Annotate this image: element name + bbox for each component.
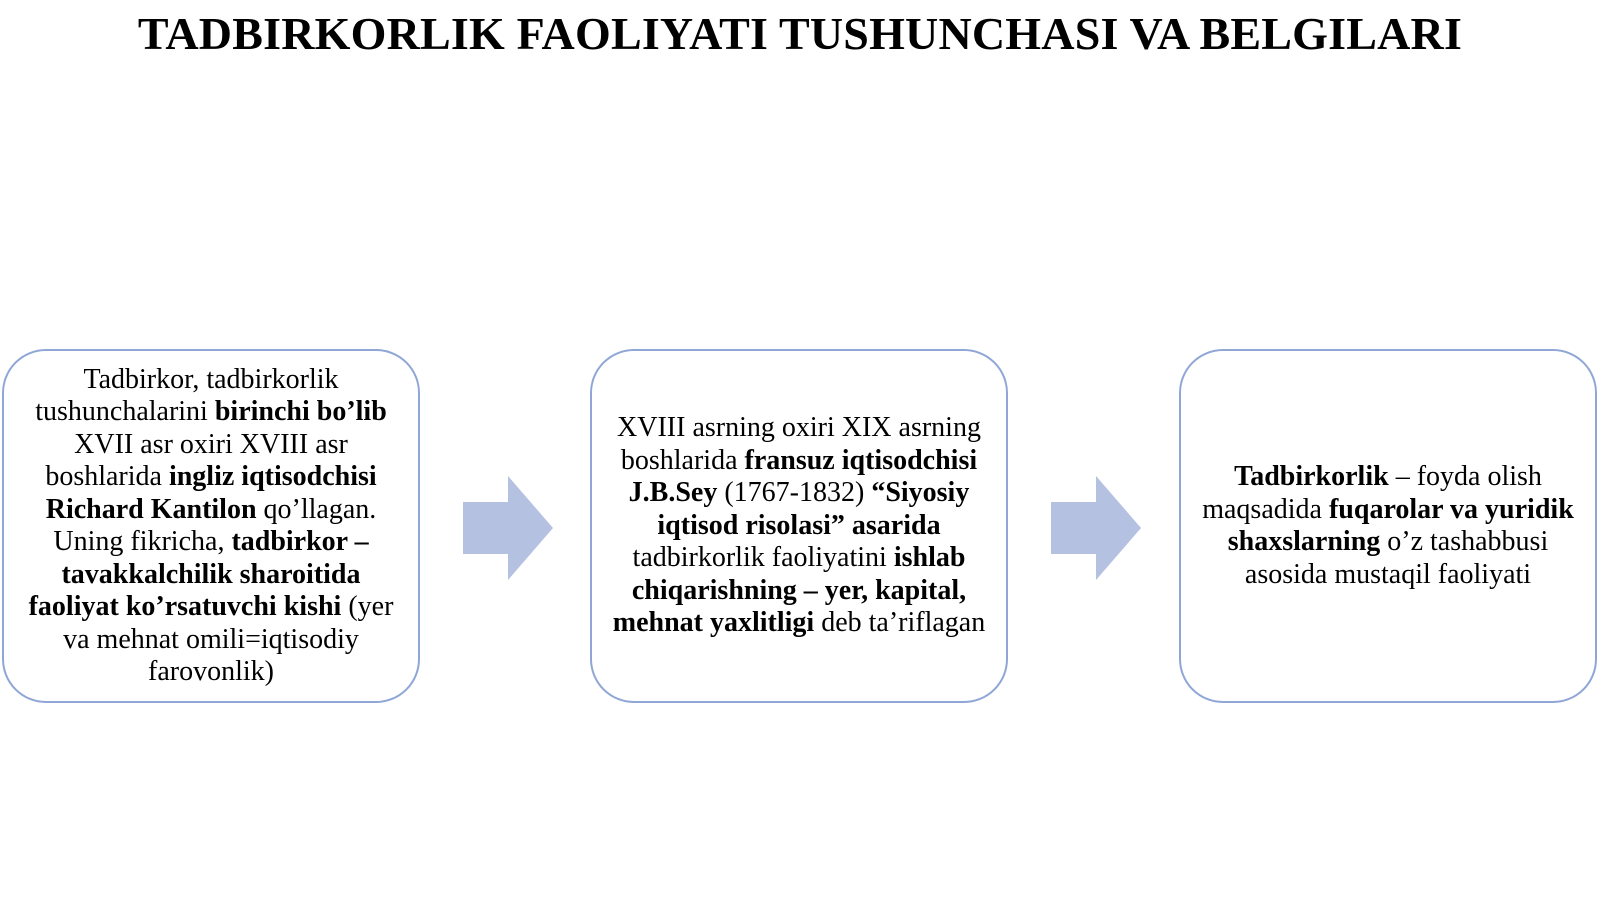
arrow-shape <box>463 476 553 580</box>
step-1-segment: qo’llagan. Uning fikricha, <box>53 493 377 557</box>
right-arrow-icon <box>463 476 553 580</box>
arrow-shape <box>1051 476 1141 580</box>
step-1-segment: Tadbirkor, tadbirkorlik tushunchalarini <box>35 363 339 427</box>
step-2-text <box>604 412 994 640</box>
step-1-segment: XVII asr oxiri XVIII asr boshlarida <box>45 428 348 492</box>
step-3-segment: – foyda olish maqsadida <box>1202 461 1542 525</box>
step-2-segment-bold: “Siyosiy iqtisod risolasi” asarida <box>657 477 970 541</box>
step-3-segment-bold: fuqarolar va yuridik shaxslarning <box>1227 493 1574 557</box>
slide-title: TADBIRKORLIK FAOLIYATI TUSHUNCHASI VA BELGILARI <box>137 8 1463 59</box>
process-step-3 <box>1179 349 1597 703</box>
step-3-text <box>1193 461 1583 591</box>
step-1-segment-bold: ingliz iqtisodchisi Richard Kantilon <box>45 461 377 525</box>
step-2-segment: XVIII asrning oxiri XIX asrning boshlarida <box>617 412 981 476</box>
step-1-text <box>16 364 406 689</box>
step-1-segment-bold: tadbirkor – tavakkalchilik sharoitida faoliyat ko’rsatuvchi kishi <box>28 526 369 622</box>
step-1-segment-bold: birinchi bo’lib <box>214 396 387 427</box>
step-3-segment: o’z tashabbusi asosida mustaqil faoliyati <box>1244 526 1549 590</box>
process-step-2 <box>590 349 1008 703</box>
step-2-segment: deb ta’riflagan <box>814 607 986 639</box>
step-1-segment: (yer va mehnat omili=iqtisodiy farovonlik) <box>63 591 394 687</box>
step-2-segment: (1767-1832) <box>717 477 872 509</box>
right-arrow-icon <box>1051 476 1141 580</box>
step-2-segment-bold: fransuz iqtisodchisi J.B.Sey <box>628 444 978 509</box>
step-2-segment: tadbirkorlik faoliyatini <box>632 542 894 574</box>
process-step-1 <box>2 349 420 703</box>
step-3-segment-bold: Tadbirkorlik <box>1234 461 1389 492</box>
step-2-segment-bold: ishlab chiqarishning – yer, kapital, mehnat yaxlitligi <box>612 542 967 639</box>
